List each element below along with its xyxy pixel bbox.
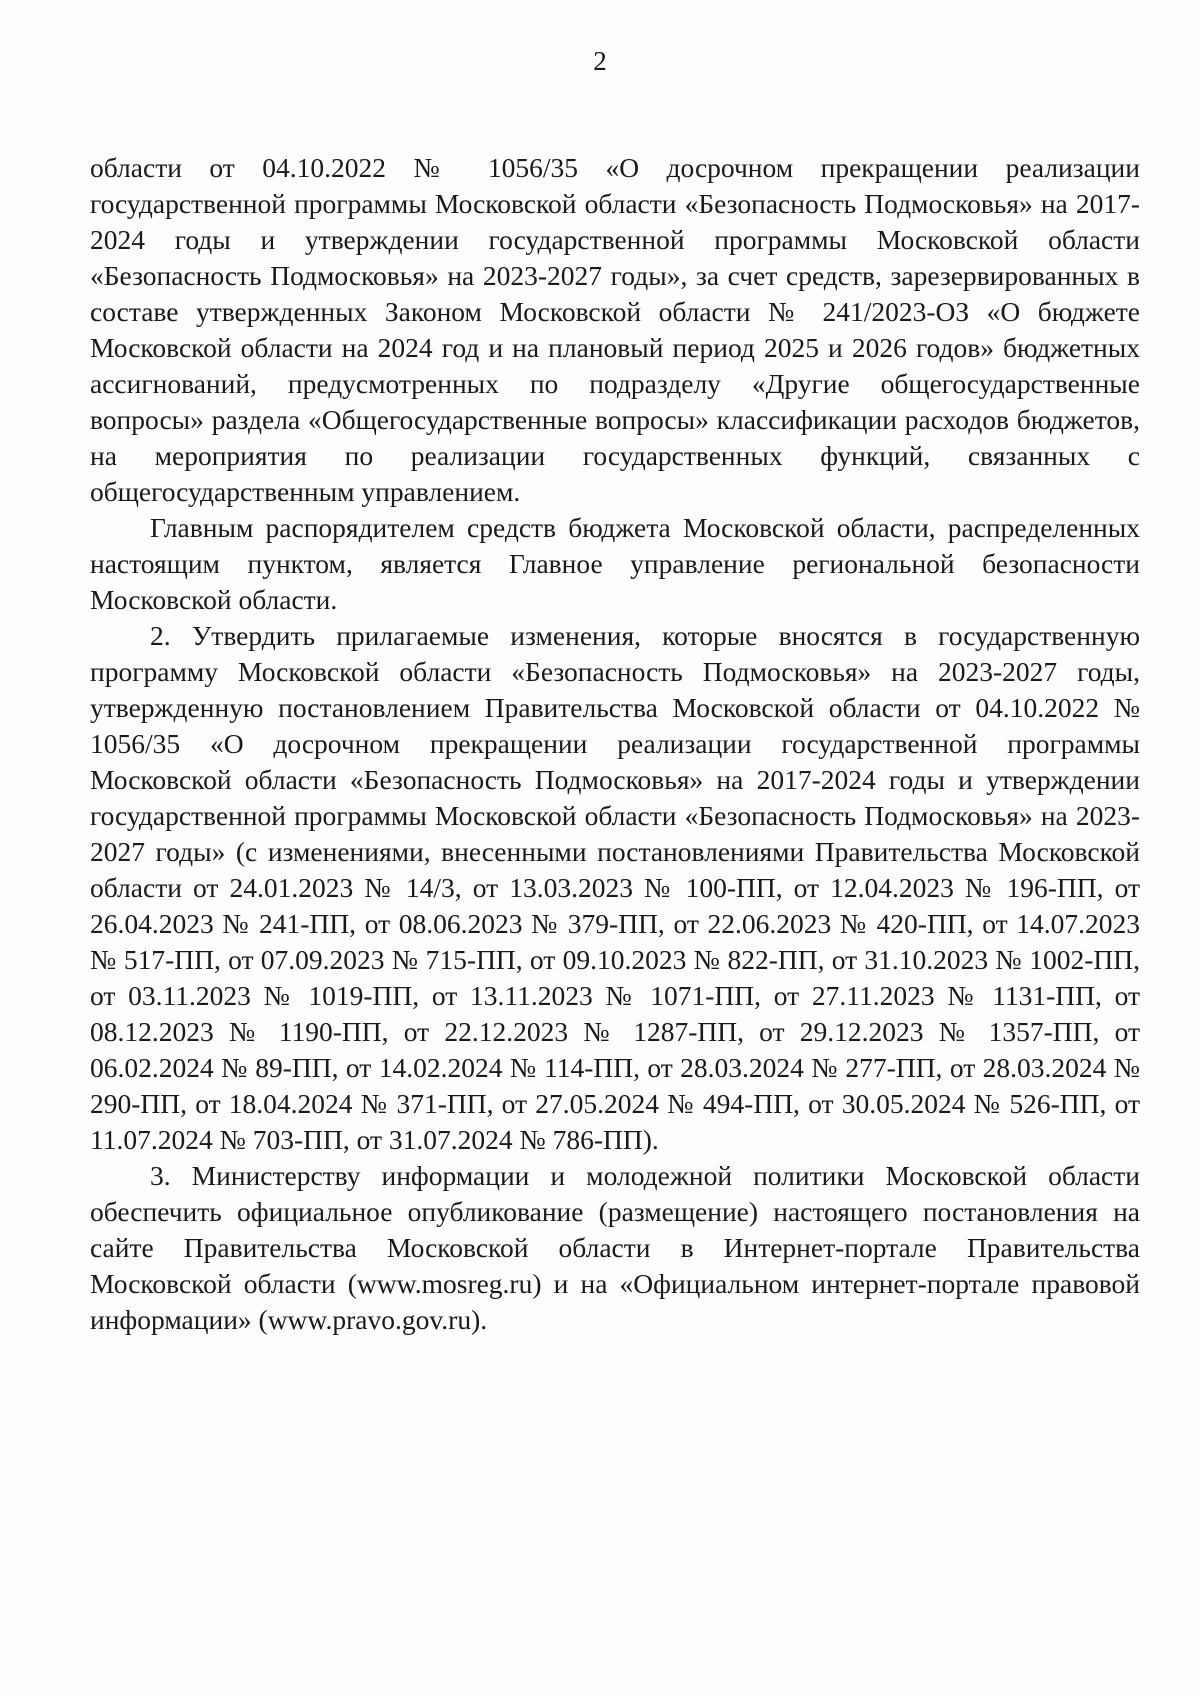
document-body (90, 150, 1140, 1338)
paragraph-continuation: области от 04.10.2022 № 1056/35 «О досрочном прекращении реализации государственной программы Московской области «Безопасность Подмосковья» на 2017-2024 годы и утверждении государственной программы Московской области «Безопасность Подмосковья» на 2023-2027 годы», за счет средств, зарезервированных в составе утвержденных Законом Московской области № 241/2023-ОЗ «О бюджете Московской области на 2024 год и на плановый период 2025 и 2026 годов» бюджетных ассигнований, предусмотренных по подразделу «Другие общегосударственные вопросы» раздела «Общегосударственные вопросы» классификации расходов бюджетов, на мероприятия по реализации государственных функций, связанных с общегосударственным управлением. (90, 152, 1140, 507)
paragraph-budget-manager: Главным распорядителем средств бюджета Московской области, распределенных настоящим пунктом, является Главное управление региональной безопасности Московской области. (90, 512, 1140, 615)
paragraph-item-2: 2. Утвердить прилагаемые изменения, которые вносятся в государственную программу Московской области «Безопасность Подмосковья» на 2023-2027 годы, утвержденную постановлением Правительства Московской области от 04.10.2022 № 1056/35 «О досрочном прекращении реализации государственной программы Московской области «Безопасность Подмосковья» на 2017-2024 годы и утверждении государственной программы Московской области «Безопасность Подмосковья» на 2023-2027 годы» (с изменениями, внесенными постановлениями Правительства Московской области от 24.01.2023 № 14/3, от 13.03.2023 № 100-ПП, от 12.04.2023 № 196-ПП, от 26.04.2023 № 241-ПП, от 08.06.2023 № 379-ПП, от 22.06.2023 № 420-ПП, от 14.07.2023 № 517-ПП, от 07.09.2023 № 715-ПП, от 09.10.2023 № 822-ПП, от 31.10.2023 № 1002-ПП, от 03.11.2023 № 1019-ПП, от 13.11.2023 № 1071-ПП, от 27.11.2023 № 1131-ПП, от 08.12.2023 № 1190-ПП, от 22.12.2023 № 1287-ПП, от 29.12.2023 № 1357-ПП, от 06.02.2024 № 89-ПП, от 14.02.2024 № 114-ПП, от 28.03.2024 № 277-ПП, от 28.03.2024 № 290-ПП, от 18.04.2024 № 371-ПП, от 27.05.2024 № 494-ПП, от 30.05.2024 № 526-ПП, от 11.07.2024 № 703-ПП, от 31.07.2024 № 786-ПП). (90, 620, 1140, 1155)
paragraph-item-3: 3. Министерству информации и молодежной политики Московской области обеспечить официальное опубликование (размещение) настоящего постановления на сайте Правительства Московской области в Интернет-портале Правительства Московской области (www.mosreg.ru) и на «Официальном интернет-портале правовой информации» (www.pravo.gov.ru). (90, 1160, 1140, 1335)
page-number: 2 (593, 46, 607, 76)
